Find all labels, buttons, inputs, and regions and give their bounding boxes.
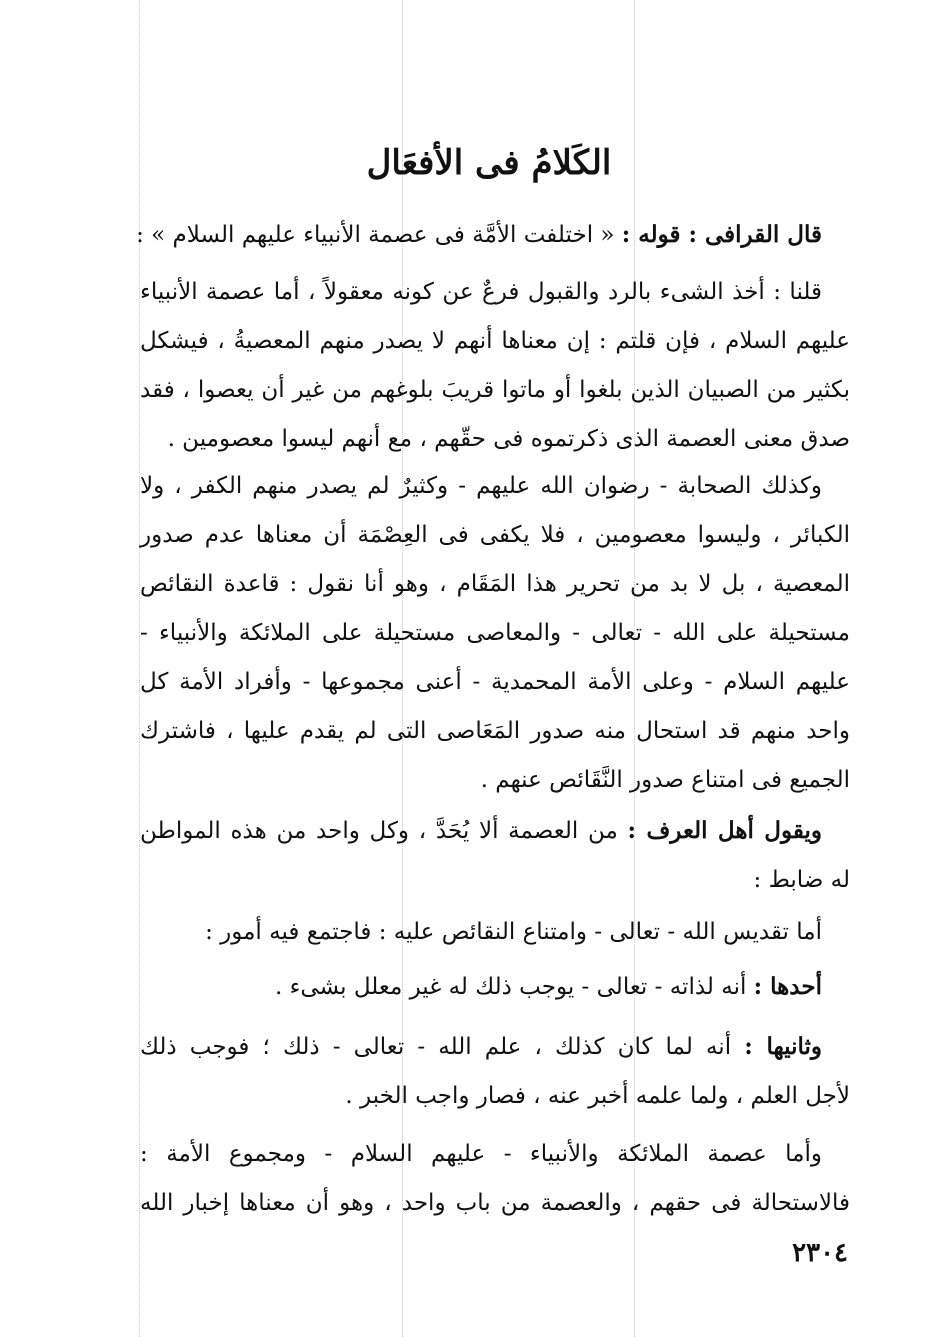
paragraph-line: لأجل العلم ، ولما علمه أخبر عنه ، فصار واجب الخبر . (345, 1083, 850, 1109)
paragraph (140, 908, 850, 957)
paragraph-line: قلنا : أخذ الشىء بالرد والقبول فرعٌ عن كونه معقولاً ، أما عصمة الأنبياء (140, 279, 822, 305)
paragraph (140, 1130, 850, 1228)
paragraph-line: الكبائر ، وليسوا معصومين ، فلا يكفى فى العِصْمَة أن معناها عدم صدور (140, 522, 850, 548)
paragraph-lead: أحدها : (753, 973, 822, 1000)
paragraph (136, 210, 850, 260)
paragraph (140, 962, 850, 1012)
paragraph-line: فالاستحالة فى حقهم ، والعصمة من باب واحد ، وهو أن معناها إخبار الله (140, 1190, 850, 1216)
paragraph (140, 1022, 850, 1121)
paragraph-text: أنه لما كان كذلك ، علم الله - تعالى - ذلك ؛ فوجب ذلك (140, 1034, 732, 1060)
paragraph-text: « اختلفت الأمَّة فى عصمة الأنبياء عليهم السلام » : (136, 222, 615, 248)
paragraph-text: من العصمة ألا يُحَدَّ ، وكل واحد من هذه المواطن (140, 818, 618, 844)
paragraph-line: وكذلك الصحابة - رضوان الله عليهم - وكثيرٌ لم يصدر منهم الكفر ، ولا (140, 473, 822, 499)
paragraph-text: أنه لذاته - تعالى - يوجب ذلك له غير معلل بشىء . (275, 974, 747, 1000)
paragraph-line (136, 210, 850, 260)
paragraph-lead: قال القرافى : قوله : (621, 221, 822, 248)
paragraph-line: بكثير من الصبيان الذين بلغوا أو ماتوا قريبَ بلوغهم من غير أن يعصوا ، فقد (140, 377, 850, 403)
paragraph-line: عليهم السلام - وعلى الأمة المحمدية - أعنى مجموعها - وأفراد الأمة كل (140, 669, 850, 695)
paragraph (140, 462, 850, 805)
paragraph-line: الجميع فى امتناع صدور النَّقَائص عنهم . (480, 767, 850, 793)
paragraph-lead: وثانيها : (744, 1033, 823, 1060)
paragraph-line: أما تقديس الله - تعالى - وامتناع النقائص عليه : فاجتمع فيه أمور : (205, 919, 822, 945)
paragraph-line: المعصية ، بل لا بد من تحرير هذا المَقَام ، وهو أنا نقول : قاعدة النقائص (140, 571, 850, 597)
paragraph-lead: ويقول أهل العرف : (627, 817, 823, 844)
paragraph-line: عليهم السلام ، فإن قلتم : إن معناها أنهم لا يصدر منهم المعصيةُ ، فيشكل (140, 328, 850, 354)
paragraph-line: وأما عصمة الملائكة والأنبياء - عليهم السلام - ومجموع الأمة : (140, 1141, 822, 1167)
paragraph-line (140, 806, 850, 856)
paragraph-line: له ضابط : (753, 867, 850, 893)
paragraph (140, 268, 850, 464)
page-number: ٢٣٠٤ (792, 1238, 848, 1268)
paragraph-line (140, 1022, 850, 1072)
section-title: الكَلامُ فى الأفعَال (366, 143, 612, 183)
paragraph-line: مستحيلة على الله - تعالى - والمعاصى مستحيلة على الملائكة والأنبياء - (140, 620, 850, 646)
paragraph-line: واحد منهم قد استحال منه صدور المَعَاصى التى لم يقدم عليها ، فاشترك (140, 718, 850, 744)
paragraph-line (140, 962, 850, 1012)
paragraph (140, 806, 850, 905)
paragraph-line: صدق معنى العصمة الذى ذكرتموه فى حقّهم ، مع أنهم ليسوا معصومين . (167, 426, 850, 452)
